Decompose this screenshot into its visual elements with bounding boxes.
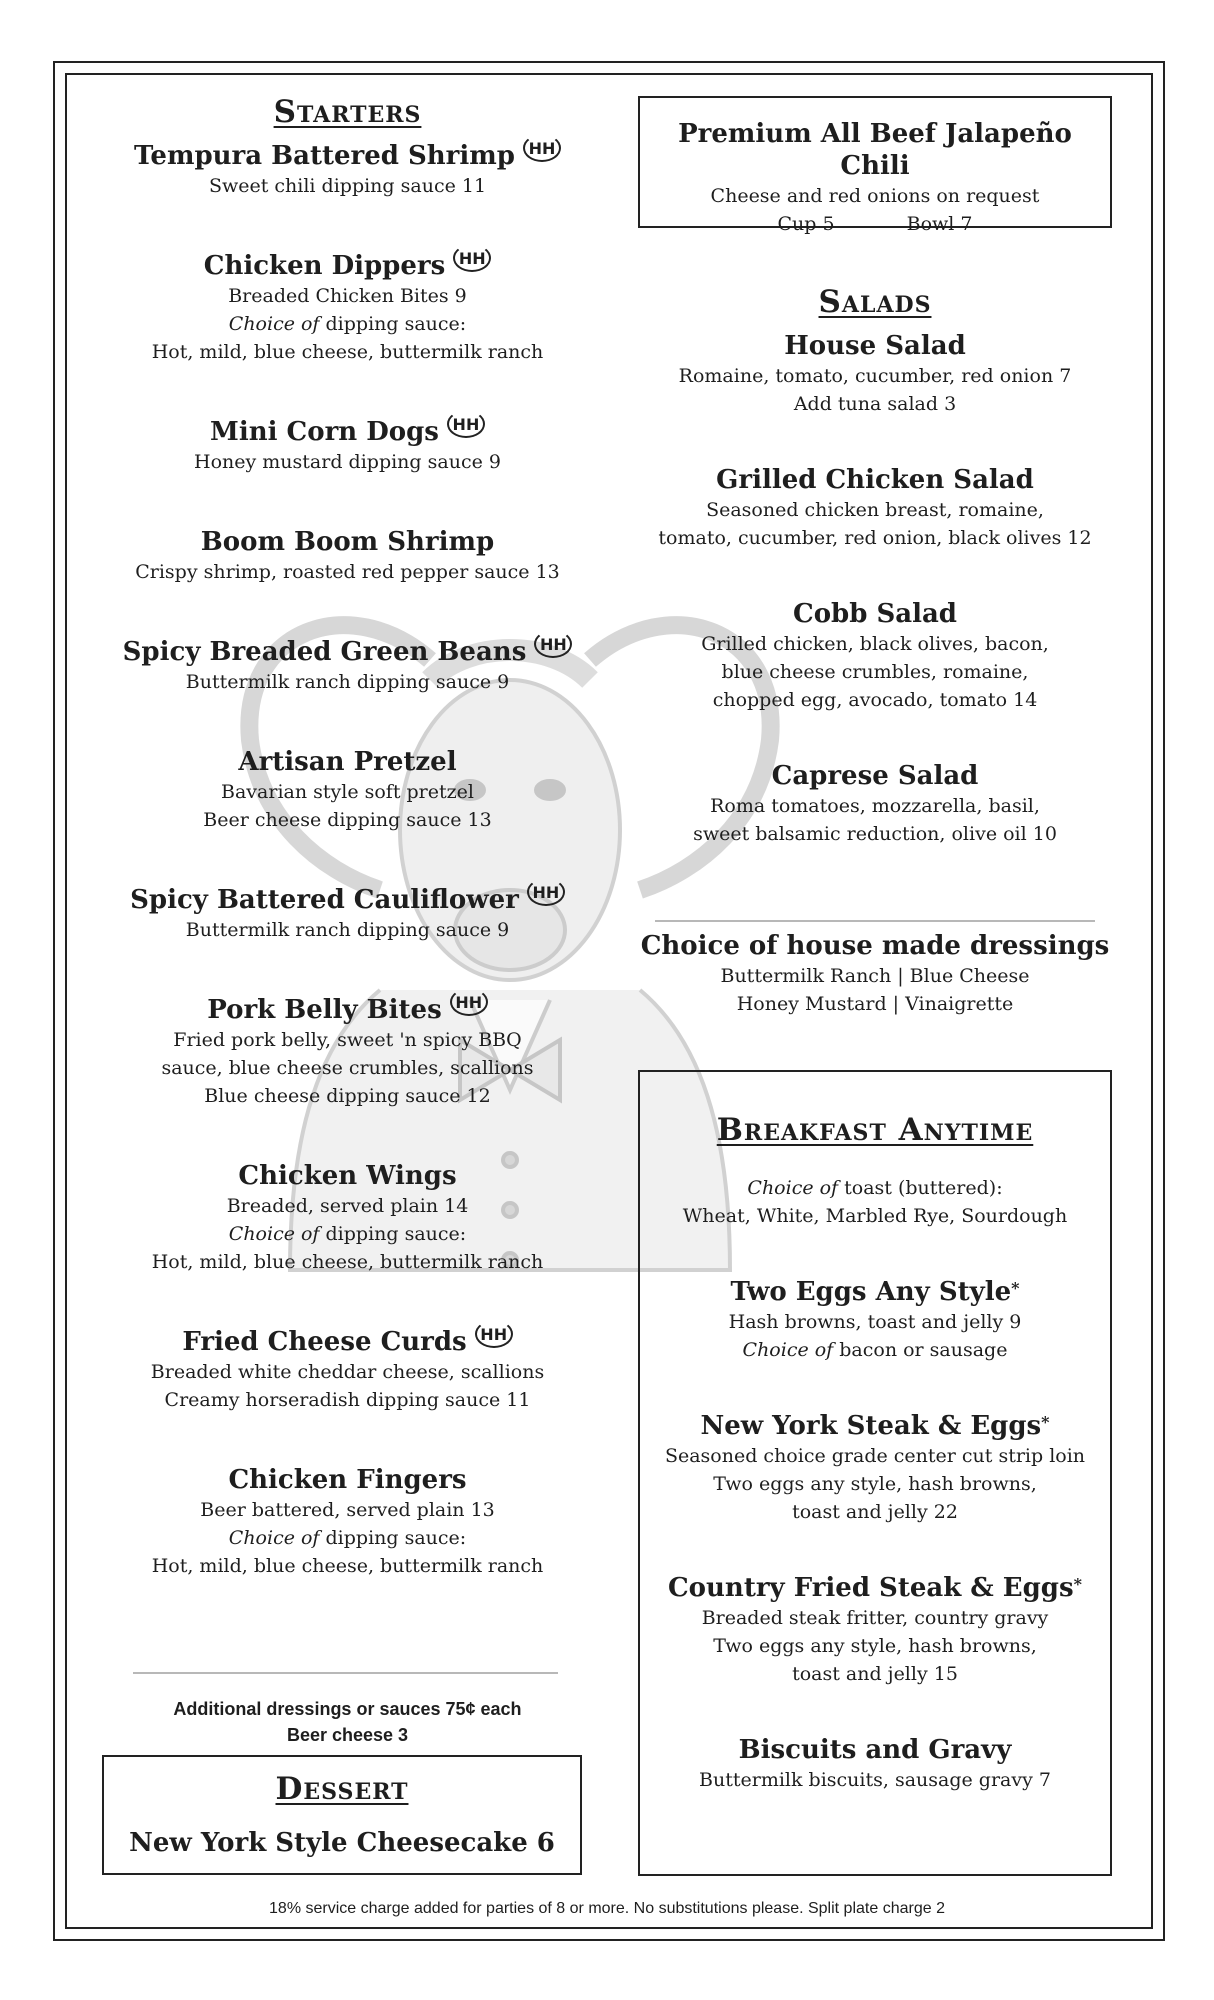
menu-item-description: Breaded, served plain 14 [226,1195,469,1217]
menu-item-description: blue cheese crumbles, romaine, [721,661,1029,683]
toast-choice-text: toast (buttered): [838,1177,1003,1199]
happy-hour-icon: HH [534,630,572,658]
choice-label: Choice of [228,1527,320,1549]
menu-item-name: Fried Cheese Curds [182,1327,467,1357]
menu-item-name-row [635,330,1115,362]
starters-list [105,140,590,1580]
menu-item-name-row [105,994,590,1026]
menu-item-name: Chicken Dippers [203,251,446,281]
menu-item-name-row [640,1410,1110,1442]
menu-item-description: Crispy shrimp, roasted red pepper sauce 13 [135,561,560,583]
menu-item [105,526,590,586]
menu-item-sauce-options: Hot, mild, blue cheese, buttermilk ranch [151,341,544,363]
menu-item-description: Roma tomatoes, mozzarella, basil, [710,795,1040,817]
menu-item [105,250,590,366]
menu-item-name: Tempura Battered Shrimp [134,141,515,171]
menu-item-description: Beer battered, served plain 13 [200,1499,495,1521]
menu-item [105,1326,590,1414]
starters-section [105,92,590,1630]
breakfast-box [638,1070,1112,1876]
dressings-title: Choice of house made dressings [640,931,1110,961]
menu-item-name: Two Eggs Any Style [730,1277,1012,1307]
choice-text: dipping sauce: [319,313,467,335]
menu-item-name: Biscuits and Gravy [738,1735,1012,1765]
footer-note: 18% service charge added for parties of 8 or more. No substitutions please. Split plate charge 2 [269,1900,945,1917]
dessert-title: Dessert [275,1771,409,1807]
menu-item-description: sauce, blue cheese crumbles, scallions [161,1057,534,1079]
menu-item-description: Seasoned chicken breast, romaine, [706,499,1044,521]
toast-choice-line [640,1174,1110,1202]
dressings-line-1: Buttermilk Ranch | Blue Cheese [720,965,1030,987]
menu-item-name-row [105,416,590,448]
menu-item-name: Grilled Chicken Salad [716,465,1034,495]
salads-section [635,282,1115,894]
menu-item [640,1276,1110,1364]
menu-item-name-row [640,1734,1110,1766]
happy-hour-icon: HH [527,878,565,906]
menu-item [635,330,1115,418]
happy-hour-icon: HH [475,1320,513,1348]
menu-item-name-row [635,464,1115,496]
menu-item-name: Pork Belly Bites [207,995,442,1025]
menu-item [105,994,590,1110]
menu-item-choice [105,1220,590,1248]
menu-item-description: Sweet chili dipping sauce 11 [208,175,487,197]
menu-item-description: Seasoned choice grade center cut strip loin [664,1445,1086,1467]
starters-title: Starters [273,94,422,130]
starters-divider [133,1672,558,1674]
menu-item-name-row [105,746,590,778]
menu-item-name-row [105,884,590,916]
menu-item-sauce-options: Hot, mild, blue cheese, buttermilk ranch [151,1251,544,1273]
menu-item-choice [640,1336,1110,1364]
salads-title: Salads [818,284,932,320]
happy-hour-icon: HH [450,988,488,1016]
menu-item-name: Mini Corn Dogs [210,417,439,447]
menu-item-name-row [105,636,590,668]
menu-item [640,1734,1110,1794]
beer-cheese-note: Beer cheese 3 [286,1725,409,1745]
chili-cup-price: Cup 5 [777,213,835,235]
menu-item-description: Breaded white cheddar cheese, scallions [150,1361,545,1383]
chili-prices [640,210,1110,238]
additional-sauces-note: Additional dressings or sauces 75¢ each [173,1699,522,1719]
breakfast-list [640,1276,1110,1794]
choice-label: Choice of [228,313,320,335]
menu-item [635,598,1115,714]
menu-item-choice [105,1524,590,1552]
menu-item [105,140,590,200]
menu-item [105,416,590,476]
happy-hour-icon: HH [523,134,561,162]
dressings-line-2: Honey Mustard | Vinaigrette [736,993,1014,1015]
menu-item-name: New York Steak & Eggs [700,1411,1042,1441]
menu-item-name: Chicken Fingers [228,1465,467,1495]
chili-box [638,96,1112,235]
menu-item-name-row [105,1464,590,1496]
extra-charges-note [105,1696,590,1748]
menu-item [105,636,590,696]
raw-warning-star: * [1041,1412,1050,1432]
menu-item-description: Buttermilk ranch dipping sauce 9 [185,671,510,693]
menu-item-description: Hash browns, toast and jelly 9 [728,1311,1022,1333]
salads-divider [655,920,1095,922]
choice-label: Choice of [228,1223,320,1245]
menu-item [635,464,1115,552]
menu-item [635,760,1115,848]
menu-item-name-row [105,526,590,558]
salads-list [635,330,1115,848]
menu-item-description: Add tuna salad 3 [793,393,957,415]
menu-item-name: Cobb Salad [793,599,957,629]
choice-label: Choice of [742,1339,834,1361]
menu-item-description: Buttermilk ranch dipping sauce 9 [185,919,510,941]
raw-warning-star: * [1073,1574,1082,1594]
menu-item-name: Spicy Battered Cauliflower [130,885,519,915]
menu-item-description: Breaded Chicken Bites 9 [228,285,467,307]
menu-item [105,1464,590,1580]
toast-choice-label: Choice of [747,1177,839,1199]
menu-item-name-row [105,140,590,172]
menu-item-description: Breaded steak fritter, country gravy [701,1607,1049,1629]
menu-item [640,1572,1110,1688]
menu-item-description: toast and jelly 22 [792,1501,958,1523]
menu-item-name-row [635,760,1115,792]
menu-item-description: sweet balsamic reduction, olive oil 10 [693,823,1057,845]
choice-text: bacon or sausage [833,1339,1008,1361]
menu-item-description: Honey mustard dipping sauce 9 [194,451,501,473]
menu-item [105,1160,590,1276]
menu-item-sauce-options: Hot, mild, blue cheese, buttermilk ranch [151,1555,544,1577]
menu-item-description: Bavarian style soft pretzel [221,781,474,803]
dessert-box [102,1755,582,1875]
menu-item-description: Two eggs any style, hash browns, [713,1635,1037,1657]
menu-item-name: Boom Boom Shrimp [200,527,495,557]
menu-item-choice [105,310,590,338]
menu-item [105,884,590,944]
menu-item-name: Artisan Pretzel [238,747,457,777]
cheesecake-item: New York Style Cheesecake 6 [129,1828,555,1858]
menu-item-description: Fried pork belly, sweet 'n spicy BBQ [173,1029,522,1051]
breakfast-title: Breakfast Anytime [716,1112,1034,1148]
choice-text: dipping sauce: [319,1223,467,1245]
chili-name: Premium All Beef Jalapeño Chili [678,119,1072,181]
menu-item [105,746,590,834]
toast-options: Wheat, White, Marbled Rye, Sourdough [682,1205,1068,1227]
menu-item-name-row [640,1276,1110,1308]
menu-item-name: Spicy Breaded Green Beans [122,637,527,667]
menu-item-description: Two eggs any style, hash browns, [713,1473,1037,1495]
happy-hour-icon: HH [447,410,485,438]
menu-item-description: chopped egg, avocado, tomato 14 [712,689,1038,711]
chili-desc: Cheese and red onions on request [710,185,1040,207]
menu-item-description: Buttermilk biscuits, sausage gravy 7 [699,1769,1051,1791]
menu-item-description: Romaine, tomato, cucumber, red onion 7 [678,365,1072,387]
menu-item-name-row [640,1572,1110,1604]
menu-item-name-row [635,598,1115,630]
raw-warning-star: * [1011,1278,1020,1298]
menu-item-description: tomato, cucumber, red onion, black olives 12 [658,527,1092,549]
menu-item-name-row [105,250,590,282]
menu-item-name: House Salad [784,331,966,361]
menu-item-name: Chicken Wings [238,1161,457,1191]
menu-item-name: Country Fried Steak & Eggs [667,1573,1074,1603]
menu-item-description: Grilled chicken, black olives, bacon, [701,633,1049,655]
happy-hour-icon: HH [453,244,491,272]
menu-item-description: Blue cheese dipping sauce 12 [204,1085,491,1107]
menu-item-name-row [105,1326,590,1358]
dressings-section [635,930,1115,1018]
chili-bowl-price: Bowl 7 [906,213,973,235]
menu-item-description: Creamy horseradish dipping sauce 11 [164,1389,531,1411]
menu-item-name: Caprese Salad [771,761,979,791]
menu-item-name-row [105,1160,590,1192]
menu-item-description: Beer cheese dipping sauce 13 [203,809,492,831]
menu-item [640,1410,1110,1526]
choice-text: dipping sauce: [319,1527,467,1549]
menu-item-description: toast and jelly 15 [792,1663,958,1685]
